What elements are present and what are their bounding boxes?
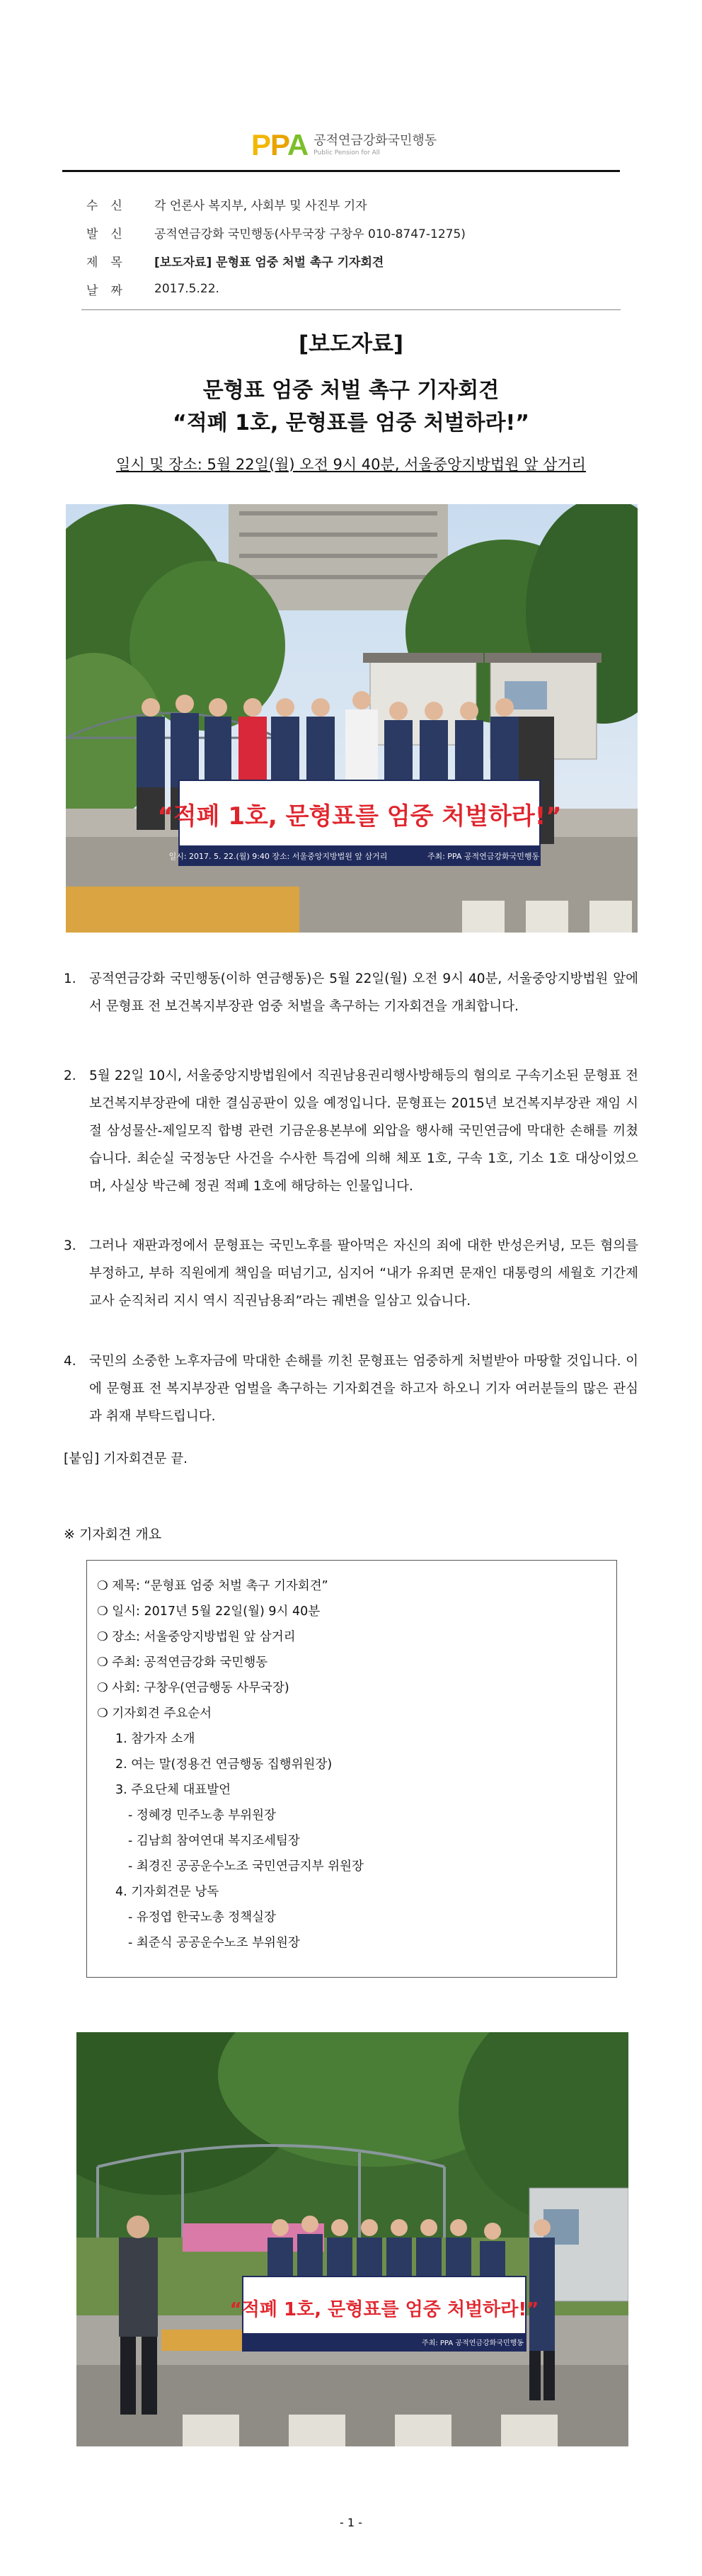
press-photo-1: [66, 504, 638, 933]
header-rule: [62, 170, 620, 172]
document-slogan: “적폐 1호, 문형표를 엄중 처벌하라!”: [173, 411, 529, 435]
overview-title: ※ 기자회견 개요: [64, 1527, 162, 1542]
attachment-note: [붙임] 기자회견문 끝.: [64, 1452, 188, 1466]
overview-line: ❍ 주최: 공적연금강화 국민행동: [97, 1655, 268, 1670]
overview-line: - 유정엽 한국노총 정책실장: [128, 1910, 276, 1925]
logo-name: 공적연금강화국민행동: [313, 133, 437, 148]
overview-box: [86, 1560, 617, 1978]
paragraph-3: 3. 그러나 재판과정에서 문형표는 국민노후를 팔아먹은 자신의 죄에 대한 반성은커녕, 모든 혐의를 부정하고, 부하 직원에게 책임을 떠넘기고, 심지어 “내가 유죄면 문재인 대통령의 세월호 기간제 교사 순직처리 지시 역시 직권남용죄”라는 궤변을 일삼고 있습니다.: [64, 1238, 638, 1309]
photo1-banner-org: 주최: PPA 공적연금강화국민행동: [427, 852, 540, 861]
meta-row-date: 날짜 2017.5.22.: [86, 282, 219, 298]
paragraph-2: 2. 5월 22일 10시, 서울중앙지방법원에서 직권남용권리행사방해등의 혐의로 구속기소된 문형표 전 보건복지부장관에 대한 결심공판이 있을 예정입니다. 문형표는 2015년 보건복지부장관 재임 시절 삼성물산-제일모직 합병 관련 기금운용본부에 외압을 행사해 국민연금에 막대한 손해를 끼쳤습니다. 최순실 국정농단 사건을 수사한 특검에 의해 체포 1호, 구속 1호, 기소 1호 대상이었으며, 사실상 박근혜 정권 적폐 1호에 해당하는 인물입니다.: [64, 1068, 638, 1194]
paragraph-4: 4. 국민의 소중한 노후자금에 막대한 손해를 끼친 문형표는 엄중하게 처벌받아 마땅할 것입니다. 이에 문형표 전 복지부장관 엄벌을 촉구하는 기자회견을 하고자 하오니 기자 여러분들의 많은 관심과 취재 부탁드립니다.: [64, 1354, 638, 1424]
overview-line: - 김남희 참여연대 복지조세팀장: [128, 1834, 300, 1848]
overview-line: - 최경진 공공운수노조 국민연금지부 위원장: [128, 1859, 364, 1874]
overview-line: 2. 여는 말(정용건 연금행동 집행위원장): [115, 1757, 333, 1772]
photo1-banner-main: “적폐 1호, 문형표를 엄중 처벌하라!”: [157, 802, 562, 831]
overview-line: 3. 주요단체 대표발언: [115, 1783, 231, 1797]
meta-rule: [81, 309, 621, 310]
meta-row-subject: 제목 [보도자료] 문형표 엄중 처벌 촉구 기자회견: [86, 255, 384, 270]
overview-line: 1. 참가자 소개: [115, 1732, 195, 1746]
page-number: - 1 -: [340, 2516, 362, 2529]
meta-row-recipient: 수신 각 언론사 복지부, 사회부 및 사진부 기자: [86, 198, 367, 213]
overview-line: ❍ 장소: 서울중앙지방법원 앞 삼거리: [97, 1630, 296, 1644]
overview-line: ❍ 사회: 구창우(연금행동 사무국장): [97, 1681, 289, 1695]
meta-row-sender: 발신 공적연금강화 국민행동(사무국장 구창우 010-8747-1275): [86, 227, 466, 241]
overview-line: ❍ 기자회견 주요순서: [97, 1706, 212, 1721]
event-when-where: 일시 및 장소: 5월 22일(월) 오전 9시 40분, 서울중앙지방법원 앞 삼거리: [116, 456, 586, 473]
logo-subtitle: Public Pension for All: [313, 149, 380, 156]
document-title: 문형표 엄중 처벌 촉구 기자회견: [202, 378, 500, 403]
paragraph-1: 1. 공적연금강화 국민행동(이하 연금행동)은 5월 22일(월) 오전 9시 40분, 서울중앙지방법원 앞에서 문형표 전 보건복지부장관 엄중 처벌을 촉구하는 기자회견을 개최합니다.: [64, 971, 638, 1014]
overview-line: ❍ 제목: “문형표 엄중 처벌 촉구 기자회견”: [97, 1579, 328, 1593]
overview-line: 4. 기자회견문 낭독: [115, 1885, 219, 1899]
document-kind: [보도자료]: [298, 331, 404, 357]
logo-mark: PPA: [251, 128, 309, 161]
photo1-banner-sub: 일시: 2017. 5. 22.(월) 9:40 장소: 서울중앙지방법원 앞 삼거리: [168, 852, 388, 861]
overview-line: - 최준식 공공운수노조 부위원장: [128, 1936, 300, 1950]
ppa-logo: [251, 129, 437, 161]
meta-table: [86, 190, 610, 303]
overview-line: ❍ 일시: 2017년 5월 22일(월) 9시 40분: [97, 1605, 321, 1619]
press-photo-2: [76, 2032, 628, 2446]
photo2-banner-main: “적폐 1호, 문형표를 엄중 처벌하라!”: [229, 2299, 539, 2320]
overview-line: - 정혜경 민주노총 부위원장: [128, 1808, 276, 1823]
photo2-banner-org: 주최: PPA 공적연금강화국민행동: [422, 2340, 524, 2347]
